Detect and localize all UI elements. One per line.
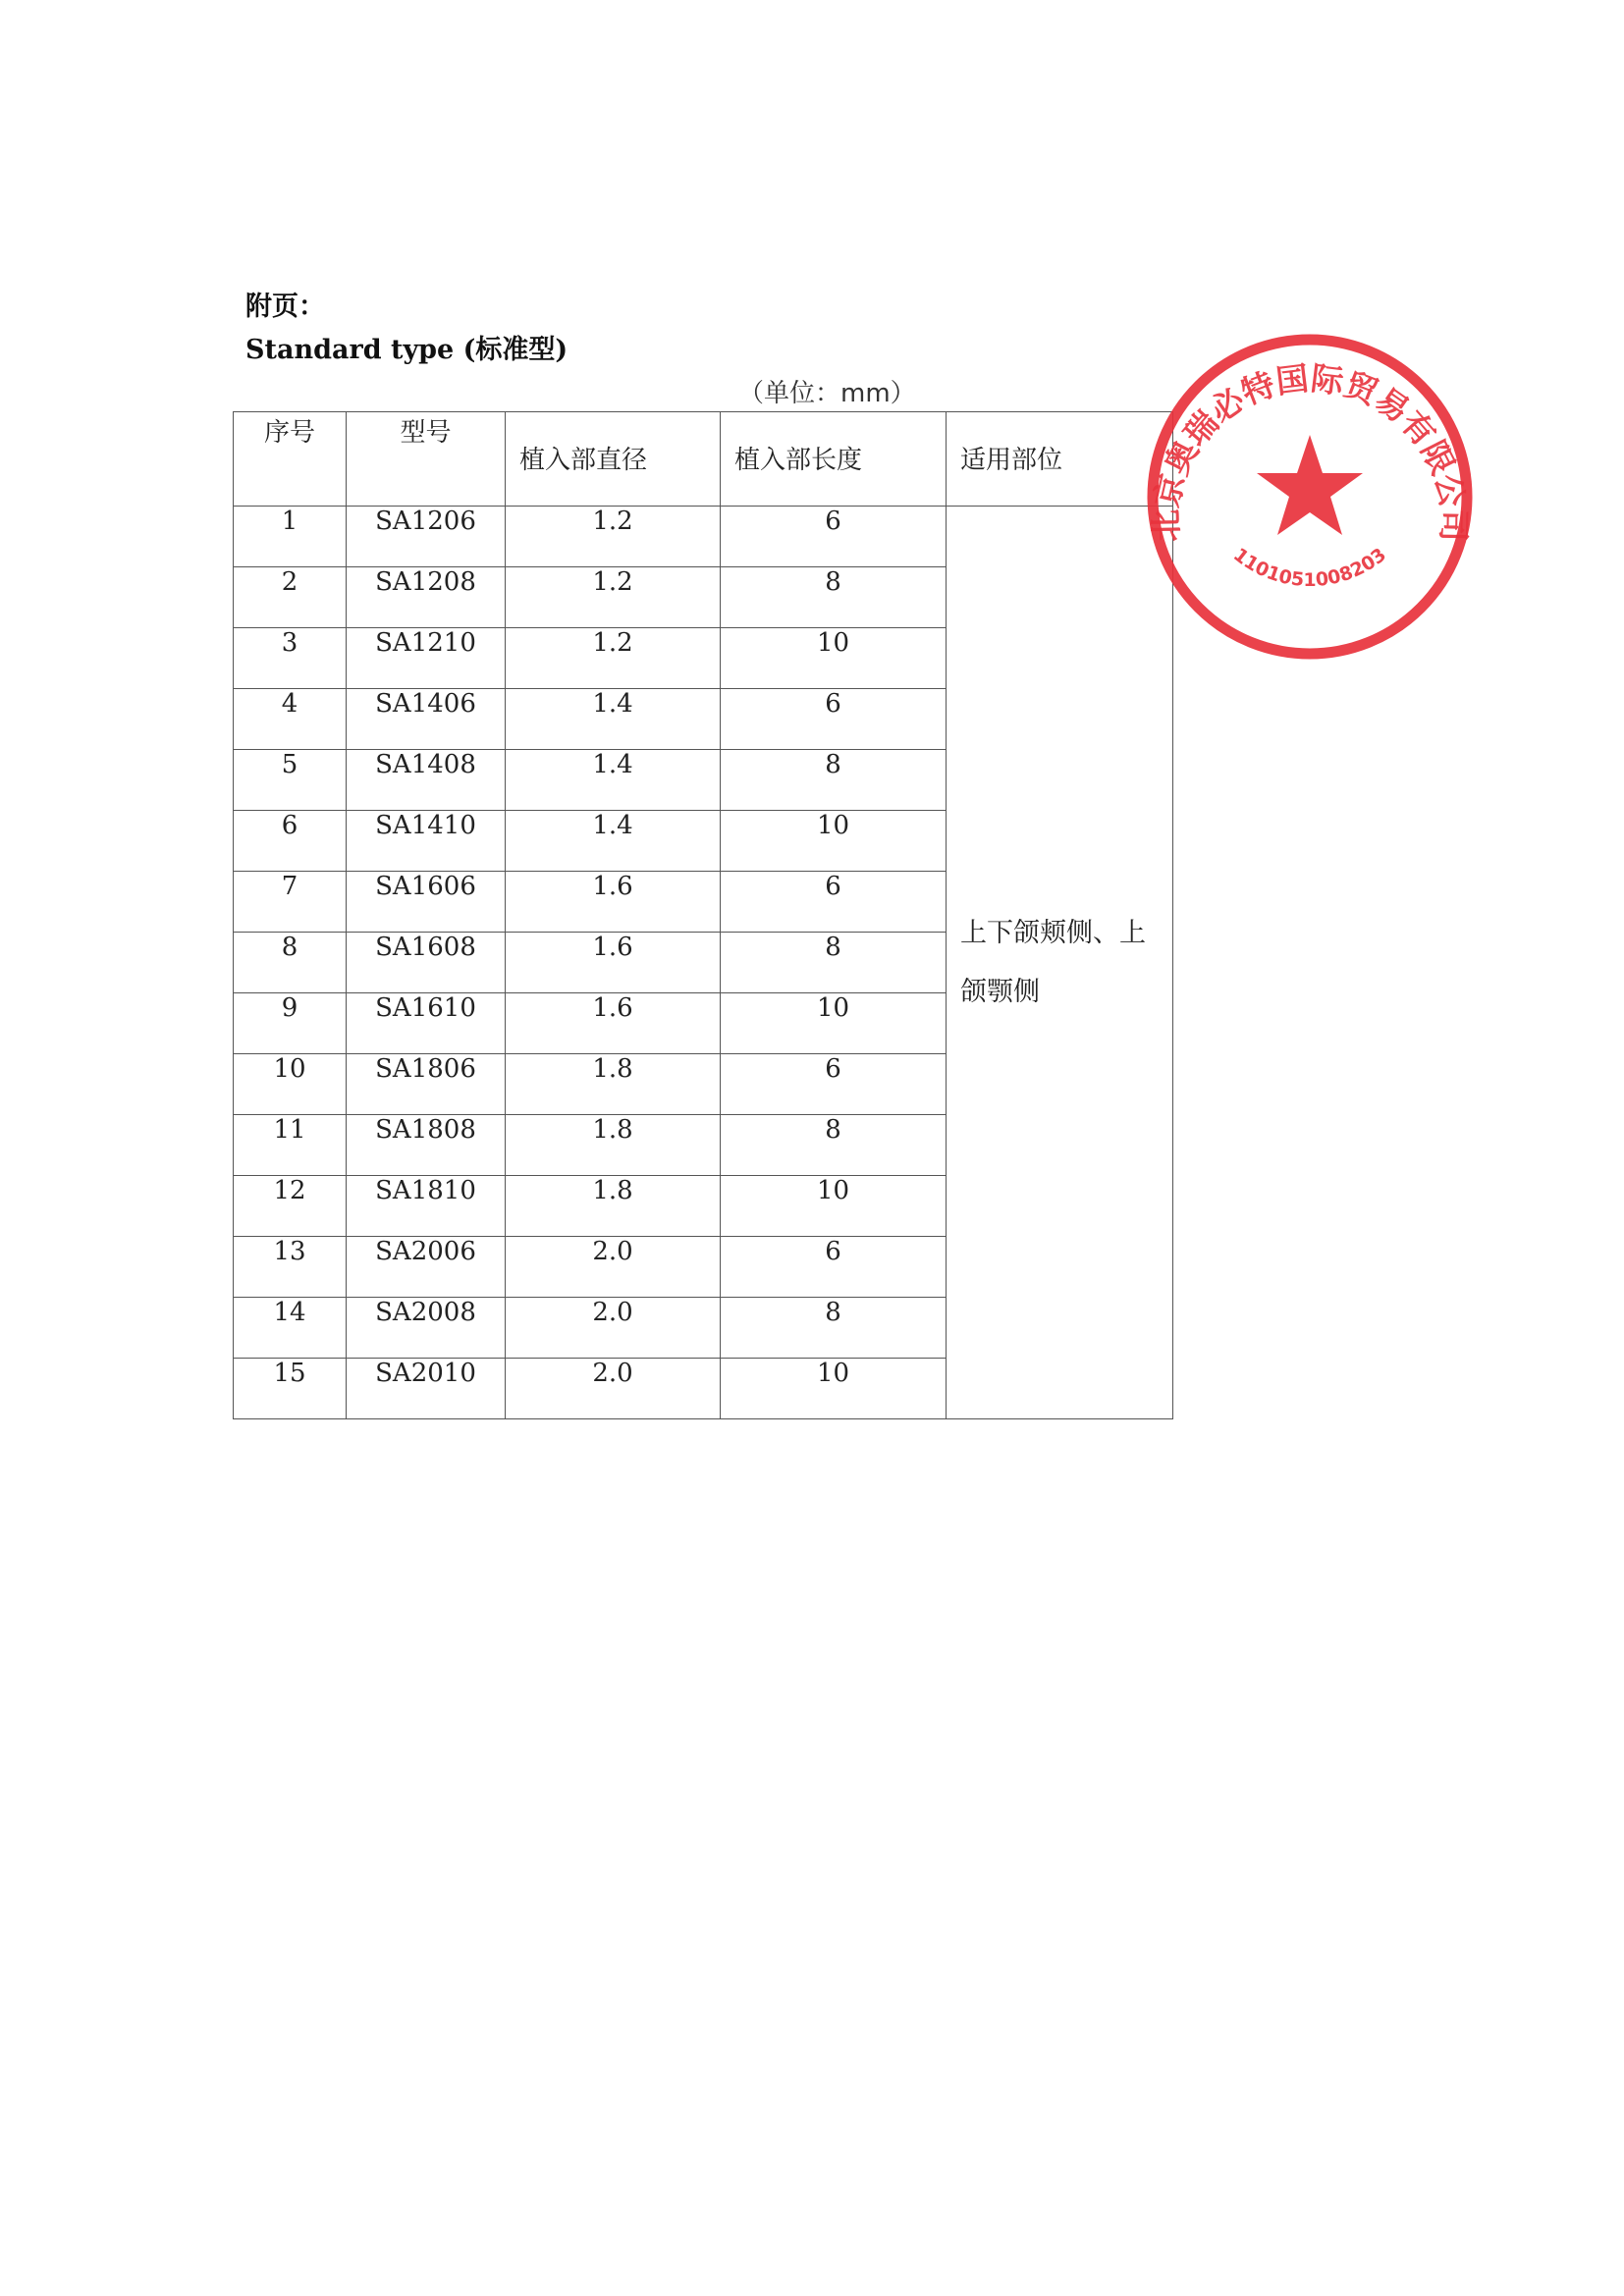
cell-diameter: 1.4 (506, 811, 721, 872)
cell-diameter: 2.0 (506, 1359, 721, 1419)
cell-length: 8 (721, 567, 947, 628)
cell-site: 上下颌颊侧、上颌颚侧 (947, 507, 1173, 1419)
cell-diameter: 1.6 (506, 933, 721, 993)
seal-number-text: 1101051008203 (1228, 544, 1391, 591)
company-seal (1143, 330, 1477, 664)
cell-model: SA1610 (347, 993, 506, 1054)
appendix-heading: 附页： (245, 292, 325, 322)
spec-table (233, 411, 1173, 1419)
cell-length: 6 (721, 1054, 947, 1115)
star-icon (1257, 435, 1363, 535)
cell-model: SA1406 (347, 689, 506, 750)
cell-length: 10 (721, 628, 947, 689)
cell-seq: 8 (234, 933, 347, 993)
table-row (234, 507, 1173, 567)
cell-model: SA1408 (347, 750, 506, 811)
cell-length: 6 (721, 507, 947, 567)
cell-model: SA1206 (347, 507, 506, 567)
cell-seq: 12 (234, 1176, 347, 1237)
cell-model: SA1608 (347, 933, 506, 993)
cell-model: SA2010 (347, 1359, 506, 1419)
cell-diameter: 1.2 (506, 628, 721, 689)
cell-length: 8 (721, 1115, 947, 1176)
cell-seq: 14 (234, 1298, 347, 1359)
cell-length: 6 (721, 689, 947, 750)
cell-seq: 9 (234, 993, 347, 1054)
header-seq: 序号 (234, 412, 347, 507)
header-diameter: 植入部直径 (506, 412, 721, 507)
cell-diameter: 1.8 (506, 1115, 721, 1176)
cell-diameter: 2.0 (506, 1237, 721, 1298)
cell-seq: 4 (234, 689, 347, 750)
cell-model: SA1606 (347, 872, 506, 933)
cell-diameter: 1.8 (506, 1176, 721, 1237)
cell-model: SA2006 (347, 1237, 506, 1298)
cell-model: SA1410 (347, 811, 506, 872)
cell-model: SA1808 (347, 1115, 506, 1176)
cell-seq: 15 (234, 1359, 347, 1419)
cell-diameter: 1.4 (506, 689, 721, 750)
table-header-row (234, 412, 1173, 507)
cell-length: 10 (721, 811, 947, 872)
cell-diameter: 1.4 (506, 750, 721, 811)
cell-model: SA2008 (347, 1298, 506, 1359)
header-model: 型号 (347, 412, 506, 507)
cell-length: 10 (721, 993, 947, 1054)
cell-diameter: 1.6 (506, 993, 721, 1054)
cell-diameter: 1.2 (506, 507, 721, 567)
cell-seq: 10 (234, 1054, 347, 1115)
unit-note: （单位：mm） (738, 379, 916, 408)
cell-length: 6 (721, 872, 947, 933)
cell-length: 8 (721, 933, 947, 993)
cell-length: 8 (721, 1298, 947, 1359)
header-site: 适用部位 (947, 412, 1173, 507)
cell-model: SA1210 (347, 628, 506, 689)
cell-seq: 13 (234, 1237, 347, 1298)
cell-seq: 1 (234, 507, 347, 567)
cell-seq: 5 (234, 750, 347, 811)
cell-seq: 7 (234, 872, 347, 933)
cell-length: 10 (721, 1176, 947, 1237)
cell-length: 6 (721, 1237, 947, 1298)
cell-length: 10 (721, 1359, 947, 1419)
cell-model: SA1208 (347, 567, 506, 628)
header-length: 植入部长度 (721, 412, 947, 507)
cell-diameter: 2.0 (506, 1298, 721, 1359)
cell-model: SA1806 (347, 1054, 506, 1115)
cell-seq: 2 (234, 567, 347, 628)
cell-model: SA1810 (347, 1176, 506, 1237)
cell-seq: 3 (234, 628, 347, 689)
seal-company-text: 北京奥瑞必特国际贸易有限公司 (1146, 358, 1474, 543)
standard-type-heading: Standard type (标准型) (245, 335, 568, 365)
cell-diameter: 1.2 (506, 567, 721, 628)
cell-length: 8 (721, 750, 947, 811)
cell-diameter: 1.6 (506, 872, 721, 933)
cell-diameter: 1.8 (506, 1054, 721, 1115)
cell-seq: 6 (234, 811, 347, 872)
cell-seq: 11 (234, 1115, 347, 1176)
